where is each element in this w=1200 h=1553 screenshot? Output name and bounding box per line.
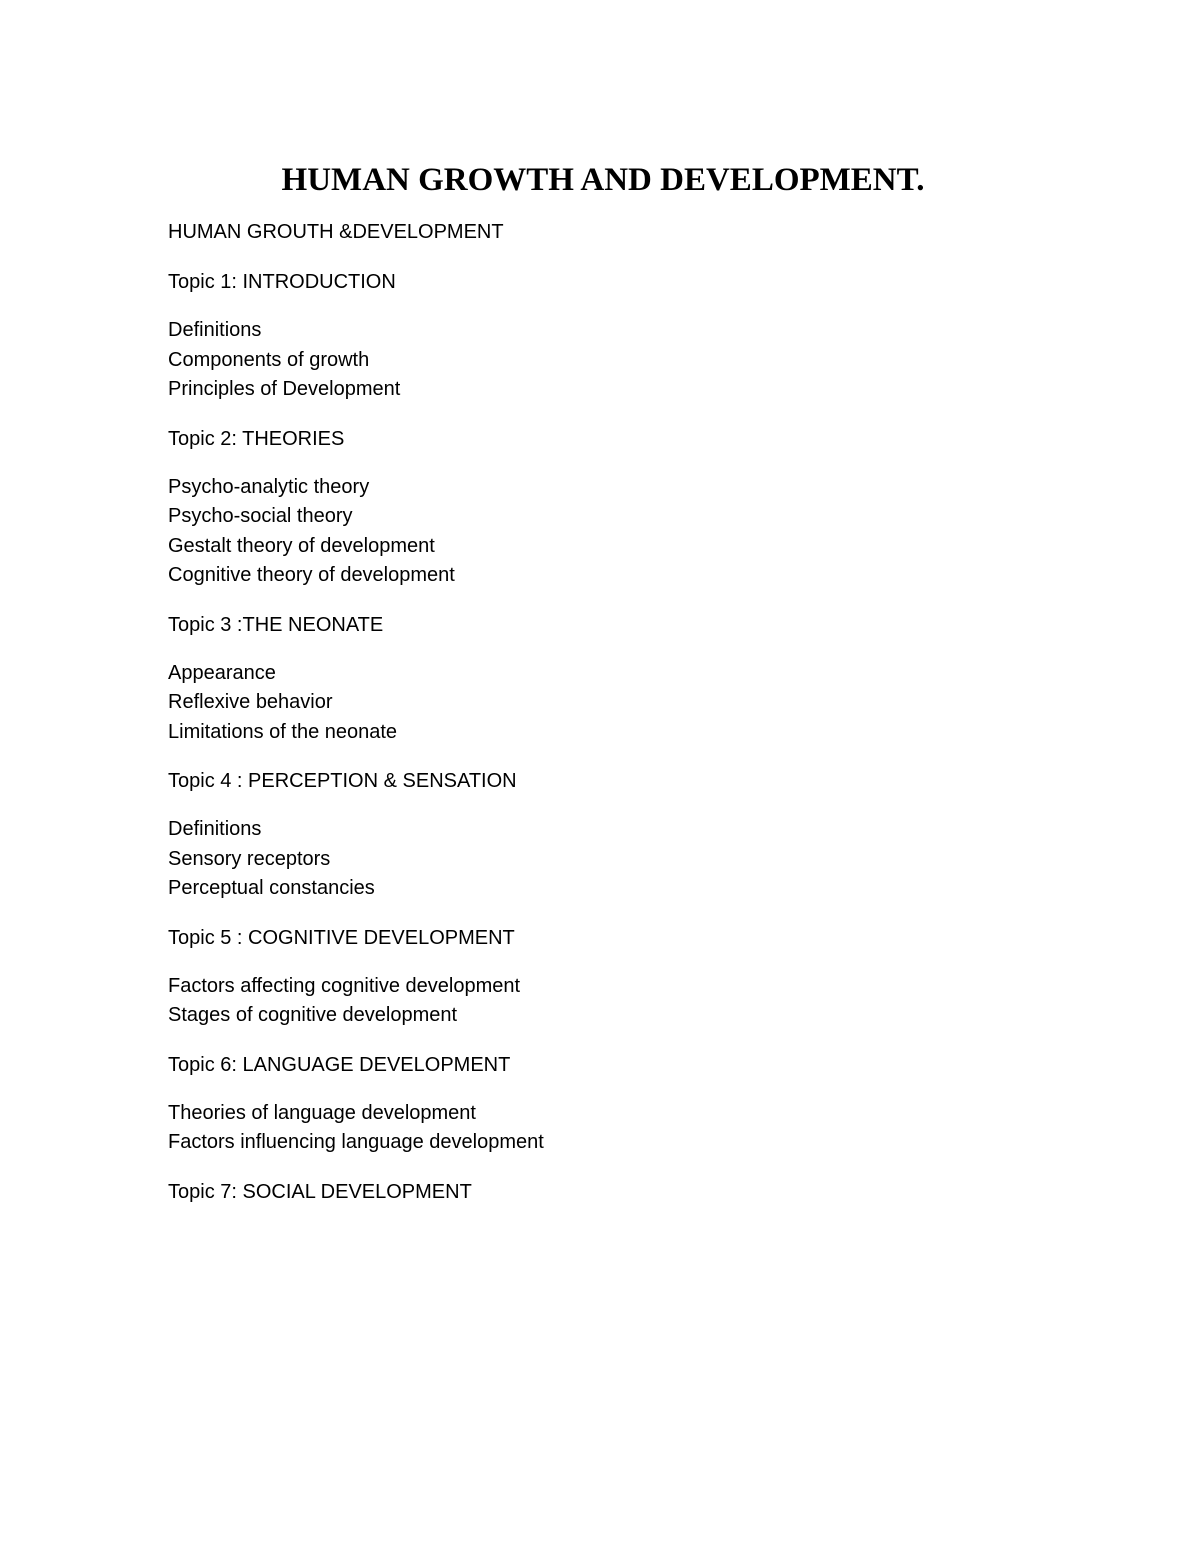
topic-item: Factors affecting cognitive development [168,974,521,997]
topic-item: Sensory receptors [168,847,331,870]
topic-section [168,611,1068,748]
document-body [168,218,1068,1208]
topic-item: Gestalt theory of development [168,534,435,557]
topic-item-list [168,316,1068,405]
topic-heading: Topic 5 : COGNITIVE DEVELOPMENT [168,926,515,949]
topic-item: Psycho-social theory [168,505,353,527]
topic-heading: Topic 4 : PERCEPTION & SENSATION [168,770,517,792]
topic-section [168,268,1068,405]
topic-item-list [168,815,1068,904]
topic-item: Definitions [168,818,262,840]
topic-section [168,1051,1068,1158]
topic-section [168,924,1068,1031]
document-title: HUMAN GROWTH AND DEVELOPMENT. [281,162,925,198]
topic-item: Factors influencing language development [168,1131,544,1153]
topic-item: Definitions [168,319,262,341]
topic-item: Psycho-analytic theory [168,475,370,498]
topic-item: Principles of Development [168,378,401,400]
topic-item-list [168,972,1068,1031]
topic-heading: Topic 3 :THE NEONATE [168,613,384,636]
topic-item-list [168,473,1068,591]
topic-list [168,268,1068,1208]
topic-item: Perceptual constancies [168,877,375,899]
topic-item: Limitations of the neonate [168,720,398,743]
topic-heading: Topic 2: THEORIES [168,427,345,450]
topic-heading: Topic 7: SOCIAL DEVELOPMENT [168,1180,472,1203]
topic-item: Reflexive behavior [168,691,333,713]
topic-item-list [168,1099,1068,1158]
topic-heading: Topic 1: INTRODUCTION [168,271,396,293]
topic-item-list [168,659,1068,748]
topic-item: Stages of cognitive development [168,1004,458,1026]
topic-section [168,1178,1068,1208]
topic-item: Components of growth [168,348,370,371]
topic-item: Appearance [168,661,276,684]
topic-item: Cognitive theory of development [168,564,455,586]
topic-section [168,425,1068,591]
topic-section [168,767,1068,904]
topic-heading: Topic 6: LANGUAGE DEVELOPMENT [168,1053,511,1076]
document-subtitle: HUMAN GROUTH &DEVELOPMENT [168,221,504,243]
topic-item: Theories of language development [168,1101,476,1124]
